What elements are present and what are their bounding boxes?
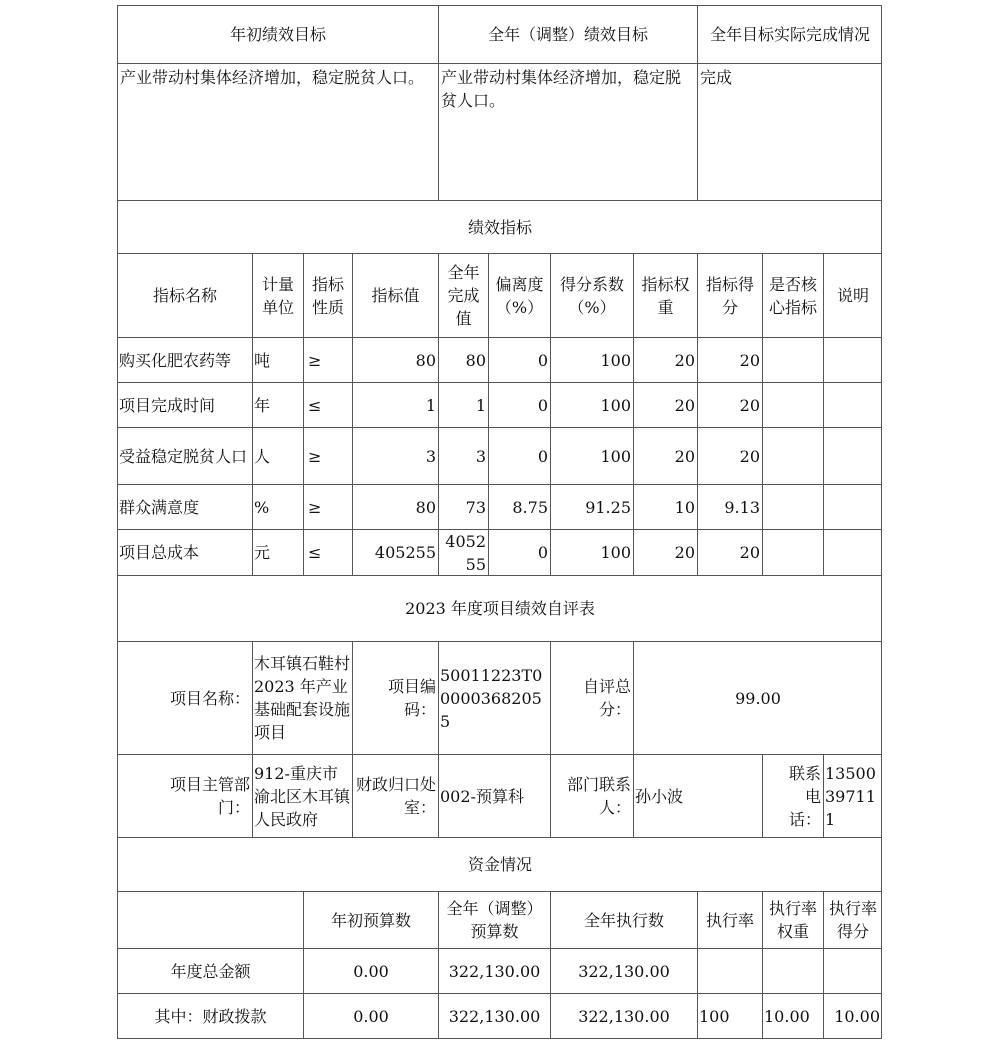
indicator-name: 群众满意度 (117, 484, 252, 529)
indicator-score: 20 (697, 529, 762, 575)
indicator-core (762, 529, 823, 575)
indicators-section-title: 绩效指标 (117, 200, 882, 253)
col-header-deviation: 偏离度（%） (488, 253, 550, 337)
indicator-name: 购买化肥农药等 (117, 337, 252, 382)
evaluation-table (117, 5, 882, 1039)
initial-goal-text: 产业带动村集体经济增加，稳定脱贫人口。 (117, 63, 438, 200)
indicator-name: 项目完成时间 (117, 382, 252, 427)
indicator-weight: 20 (633, 382, 697, 427)
phone: 13500397111 (823, 754, 882, 837)
header-actual-completion: 全年目标实际完成情况 (697, 5, 882, 63)
indicator-coefficient: 100 (550, 337, 633, 382)
indicator-nature: ≤ (303, 382, 352, 427)
col-header-note: 说明 (823, 253, 882, 337)
col-header-weight: 指标权重 (633, 253, 697, 337)
indicator-target: 3 (352, 427, 438, 484)
indicator-nature: ≥ (303, 484, 352, 529)
funds-initial: 0.00 (303, 993, 438, 1039)
header-adjusted-goal: 全年（调整）绩效目标 (438, 5, 697, 63)
project-code: 50011223T000003682055 (438, 641, 550, 754)
phone-label: 联系电话： (762, 754, 823, 837)
funds-row-label: 年度总金额 (117, 948, 303, 993)
project-name: 木耳镇石鞋村 2023 年产业基础配套设施项目 (252, 641, 352, 754)
table-right-border (881, 5, 882, 1039)
evaluation-title: 2023 年度项目绩效自评表 (117, 575, 882, 641)
indicator-coefficient: 100 (550, 427, 633, 484)
indicator-core (762, 337, 823, 382)
indicator-unit: 人 (252, 427, 303, 484)
indicator-actual: 3 (438, 427, 488, 484)
col-header-score: 指标得分 (697, 253, 762, 337)
funds-executed: 322,130.00 (550, 993, 697, 1039)
indicator-unit: 年 (252, 382, 303, 427)
indicator-score: 20 (697, 427, 762, 484)
funds-rate-score: 10.00 (823, 993, 882, 1039)
indicator-name: 项目总成本 (117, 529, 252, 575)
funds-rate: 100 (697, 993, 762, 1039)
indicator-note (823, 337, 882, 382)
funds-header-adjusted: 全年（调整）预算数 (438, 891, 550, 948)
indicator-core (762, 382, 823, 427)
funds-header-rate-score: 执行率得分 (823, 891, 882, 948)
indicator-weight: 20 (633, 529, 697, 575)
indicator-coefficient: 100 (550, 529, 633, 575)
indicator-deviation: 0 (488, 337, 550, 382)
contact-label: 部门联系人： (550, 754, 633, 837)
indicator-unit: 元 (252, 529, 303, 575)
indicator-note (823, 382, 882, 427)
indicator-unit: % (252, 484, 303, 529)
indicator-score: 20 (697, 337, 762, 382)
adjusted-goal-text: 产业带动村集体经济增加，稳定脱贫人口。 (438, 63, 697, 200)
funds-rate-weight (762, 948, 823, 993)
indicator-target: 405255 (352, 529, 438, 575)
funds-executed: 322,130.00 (550, 948, 697, 993)
indicator-core (762, 427, 823, 484)
contact: 孙小波 (633, 754, 762, 837)
actual-completion-text: 完成 (697, 63, 882, 200)
indicator-deviation: 8.75 (488, 484, 550, 529)
table-bottom-border (117, 1038, 882, 1039)
funds-header-rate-weight: 执行率权重 (762, 891, 823, 948)
indicator-core (762, 484, 823, 529)
indicator-unit: 吨 (252, 337, 303, 382)
project-code-label: 项目编码： (352, 641, 438, 754)
funds-row-label: 其中：财政拨款 (117, 993, 303, 1039)
indicator-note (823, 484, 882, 529)
funds-initial: 0.00 (303, 948, 438, 993)
indicator-nature: ≥ (303, 427, 352, 484)
col-header-actual: 全年完成值 (438, 253, 488, 337)
self-score-label: 自评总分： (550, 641, 633, 754)
funds-rate-score (823, 948, 882, 993)
funds-section-title: 资金情况 (117, 837, 882, 891)
col-header-core: 是否核心指标 (762, 253, 823, 337)
indicator-note (823, 427, 882, 484)
col-header-nature: 指标性质 (303, 253, 352, 337)
finance-office-label: 财政归口处室： (352, 754, 438, 837)
indicator-name: 受益稳定脱贫人口 (117, 427, 252, 484)
indicator-deviation: 0 (488, 529, 550, 575)
funds-rate (697, 948, 762, 993)
indicator-weight: 20 (633, 337, 697, 382)
funds-rate-weight: 10.00 (762, 993, 823, 1039)
dept: 912-重庆市渝北区木耳镇人民政府 (252, 754, 352, 837)
project-name-label: 项目名称： (117, 641, 252, 754)
indicator-actual: 1 (438, 382, 488, 427)
col-header-unit: 计量单位 (252, 253, 303, 337)
self-score: 99.00 (633, 641, 882, 754)
col-header-target: 指标值 (352, 253, 438, 337)
funds-header-blank (117, 891, 303, 948)
indicator-target: 80 (352, 337, 438, 382)
indicator-deviation: 0 (488, 427, 550, 484)
indicator-nature: ≥ (303, 337, 352, 382)
indicator-weight: 20 (633, 427, 697, 484)
indicator-deviation: 0 (488, 382, 550, 427)
header-initial-goal: 年初绩效目标 (117, 5, 438, 63)
funds-header-rate: 执行率 (697, 891, 762, 948)
funds-adjusted: 322,130.00 (438, 948, 550, 993)
indicator-score: 20 (697, 382, 762, 427)
dept-label: 项目主管部门： (117, 754, 252, 837)
col-header-name: 指标名称 (117, 253, 252, 337)
indicator-target: 1 (352, 382, 438, 427)
finance-office: 002-预算科 (438, 754, 550, 837)
indicator-actual: 73 (438, 484, 488, 529)
indicator-actual: 405255 (438, 529, 488, 575)
indicator-actual: 80 (438, 337, 488, 382)
funds-header-executed: 全年执行数 (550, 891, 697, 948)
funds-header-initial: 年初预算数 (303, 891, 438, 948)
indicator-coefficient: 91.25 (550, 484, 633, 529)
indicator-coefficient: 100 (550, 382, 633, 427)
indicator-weight: 10 (633, 484, 697, 529)
funds-adjusted: 322,130.00 (438, 993, 550, 1039)
indicator-score: 9.13 (697, 484, 762, 529)
indicator-note (823, 529, 882, 575)
col-header-coefficient: 得分系数（%） (550, 253, 633, 337)
indicator-nature: ≤ (303, 529, 352, 575)
indicator-target: 80 (352, 484, 438, 529)
